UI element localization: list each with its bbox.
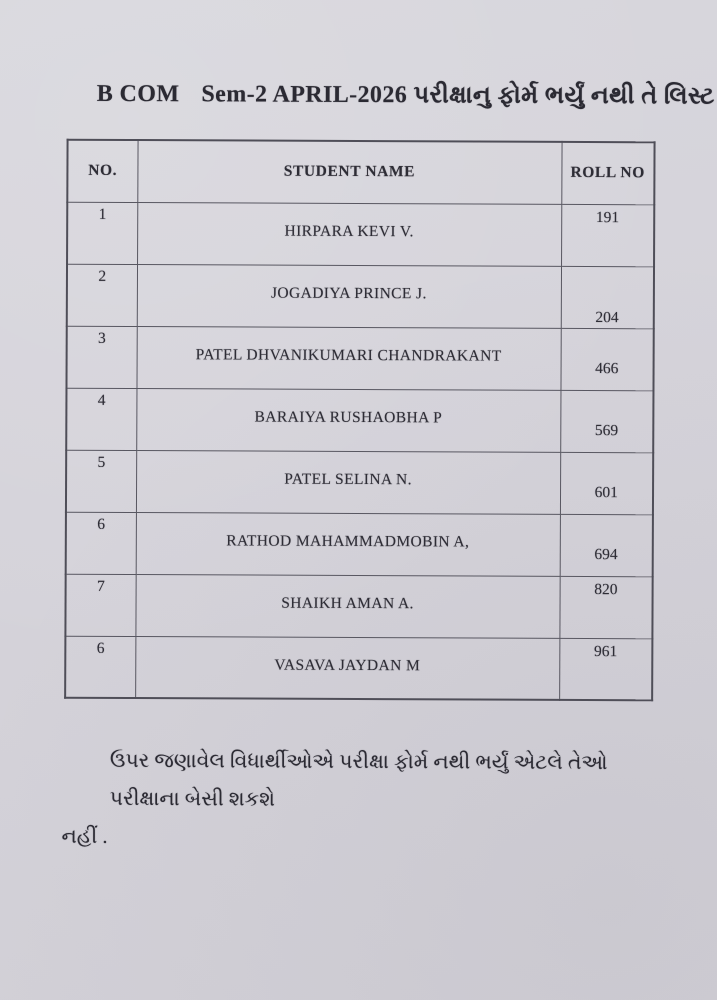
table-row [66,326,653,391]
cell-student-name [137,264,561,328]
roll-number: 204 [595,308,619,326]
row-number: 6 [97,515,106,533]
table-row [65,574,652,639]
table-row [67,202,654,267]
roll-number: 601 [594,483,618,501]
page-title [97,81,715,111]
roll-number: 961 [593,642,618,660]
col-header-no: NO. [67,140,137,202]
cell-no [66,388,136,450]
footer-note-line-1: ઉપર જણાવેલ વિધાર્થીઓએ પરીક્ષા ફોર્મ નથી ભર્યું એટલે તેઓ પરીક્ષાના બેસી શકશે [109,749,608,811]
cell-no [65,574,135,636]
col-header-student-name: STUDENT NAME [137,140,561,204]
student-name: SHAIKH AMAN A. [281,594,414,612]
cell-student-name [135,636,559,700]
footer-note-line-2: નહીં . [61,825,108,848]
roll-number: 191 [595,208,620,226]
table-row [65,636,652,701]
table-header-row [67,140,654,205]
roll-number: 694 [594,545,618,563]
cell-roll-no [560,390,653,452]
col-header-roll-no: ROLL NO [561,142,654,204]
cell-no [67,264,137,326]
cell-roll-no [561,204,654,266]
row-number: 4 [97,391,106,409]
cell-student-name [136,388,560,452]
title-text: Sem-2 APRIL-2026 પરીક્ષાનુ ફોર્મ ભર્યું નથી તે લિસ્ટ [201,81,715,110]
roll-number: 569 [594,421,619,439]
student-name: VASAVA JAYDAN M [274,656,421,674]
roll-number: 466 [595,359,619,377]
table-body [65,202,654,701]
student-name: JOGADIYA PRINCE J. [270,284,427,302]
row-number: 2 [98,267,107,285]
table-row [66,388,653,453]
cell-roll-no [560,452,653,514]
student-name: PATEL SELINA N. [284,470,412,488]
footer-note [61,742,671,859]
title-course: B COM [96,80,180,108]
cell-roll-no [559,638,652,700]
cell-student-name [136,450,560,514]
student-name: BARAIYA RUSHAOBHA P [254,408,443,426]
cell-student-name [137,202,561,266]
student-table [64,139,655,702]
cell-student-name [136,326,560,390]
row-number: 3 [98,329,106,347]
cell-roll-no [559,576,652,638]
row-number: 6 [96,639,105,657]
cell-student-name [136,512,560,576]
row-number: 5 [97,453,106,471]
student-name: RATHOD MAHAMMADMOBIN A, [226,531,470,550]
cell-roll-no [561,266,654,328]
table-row [67,264,654,329]
cell-no [66,512,136,574]
cell-no [67,202,137,264]
row-number: 7 [96,577,105,595]
cell-no [66,450,136,512]
table-row [66,450,653,515]
cell-student-name [135,574,559,638]
row-number: 1 [98,205,107,223]
cell-no [66,326,136,388]
cell-no [65,636,135,698]
student-name: PATEL DHVANIKUMARI CHANDRAKANT [195,345,502,365]
cell-roll-no [560,328,653,390]
table-header [67,140,654,205]
student-name: HIRPARA KEVI V. [284,222,414,240]
roll-number: 820 [594,580,618,598]
table-row [66,512,653,577]
cell-roll-no [560,514,653,576]
